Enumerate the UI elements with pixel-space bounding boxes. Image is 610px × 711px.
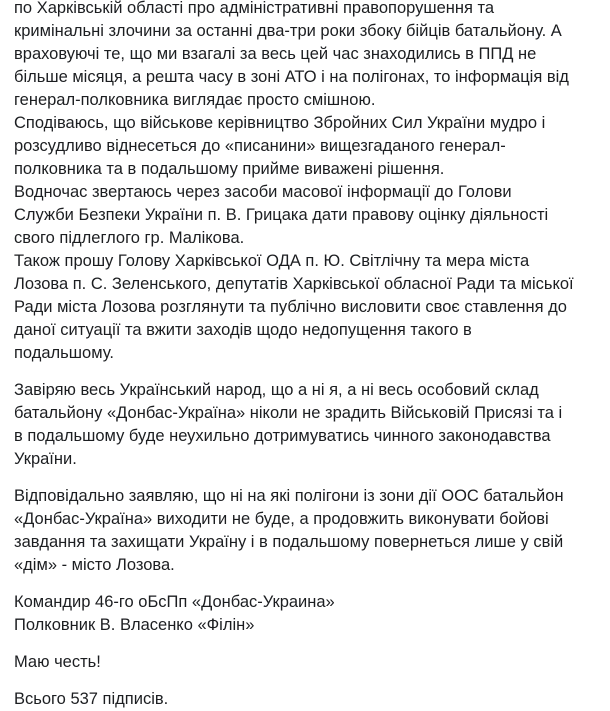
signature-count: Всього 537 підписів. <box>14 690 169 708</box>
post-body <box>14 0 602 711</box>
paragraph-sbu-appeal: Водночас звертаюсь через засоби масової інформації до Голови Служби Безпеки України п. В. Грицака дати правову оцінку діяльності свого підлеглого гр. Малікова. <box>14 183 549 247</box>
paragraph-officials-appeal: Також прошу Голову Харківської ОДА п. Ю. Світлічну та мера міста Лозова п. С. Зеленського, депутатів Харківської обласної Ради та міської Ради міста Лозова розглянути та публічно висловити своє ставлення до даної ситуації та вжити заходів щодо недопущення такого в подальшому. <box>14 252 574 362</box>
paragraph-military-leadership: Сподіваюсь, що військове керівництво Збройних Сил України мудро і розсудливо віднесеться до «писанини» вищезгаданого генерал- полковника та в подальшому прийме виважені рішення. <box>14 114 546 178</box>
signature-block: Командир 46-го оБсПп «Донбас-Украина» Полковник В. Власенко «Філін» <box>14 593 335 634</box>
paragraph-police-records: по Харківській області про адміністративні правопорушення та кримінальні злочини за останні два-три роки збоку бійців батальйону. А враховуючі те, що ми взагалі за весь цей час знаходились в ППД не більше місяця, а решта часу в зоні АТО і на полігонах, то інформація від генерал-полковника виглядає просто смішною. <box>14 0 569 109</box>
paragraph-oath-assurance: Завіряю весь Український народ, що а ні я, а ні весь особовий склад батальйону «Донбас-Україна» ніколи не зрадить Військовій Присязі та і в подальшому буде неухильно дотримуватись чинного законодавства України. <box>14 381 563 468</box>
closing-honor: Маю честь! <box>14 653 101 671</box>
paragraph-statement: Відповідально заявляю, що ні на які полігони із зони дії ООС батальйон «Донбас-Україна» виходити не буде, а продовжить виконувати бойові завдання та захищати Україну і в подальшому повернеться лише у свій «дім» - місто Лозова. <box>14 487 564 574</box>
